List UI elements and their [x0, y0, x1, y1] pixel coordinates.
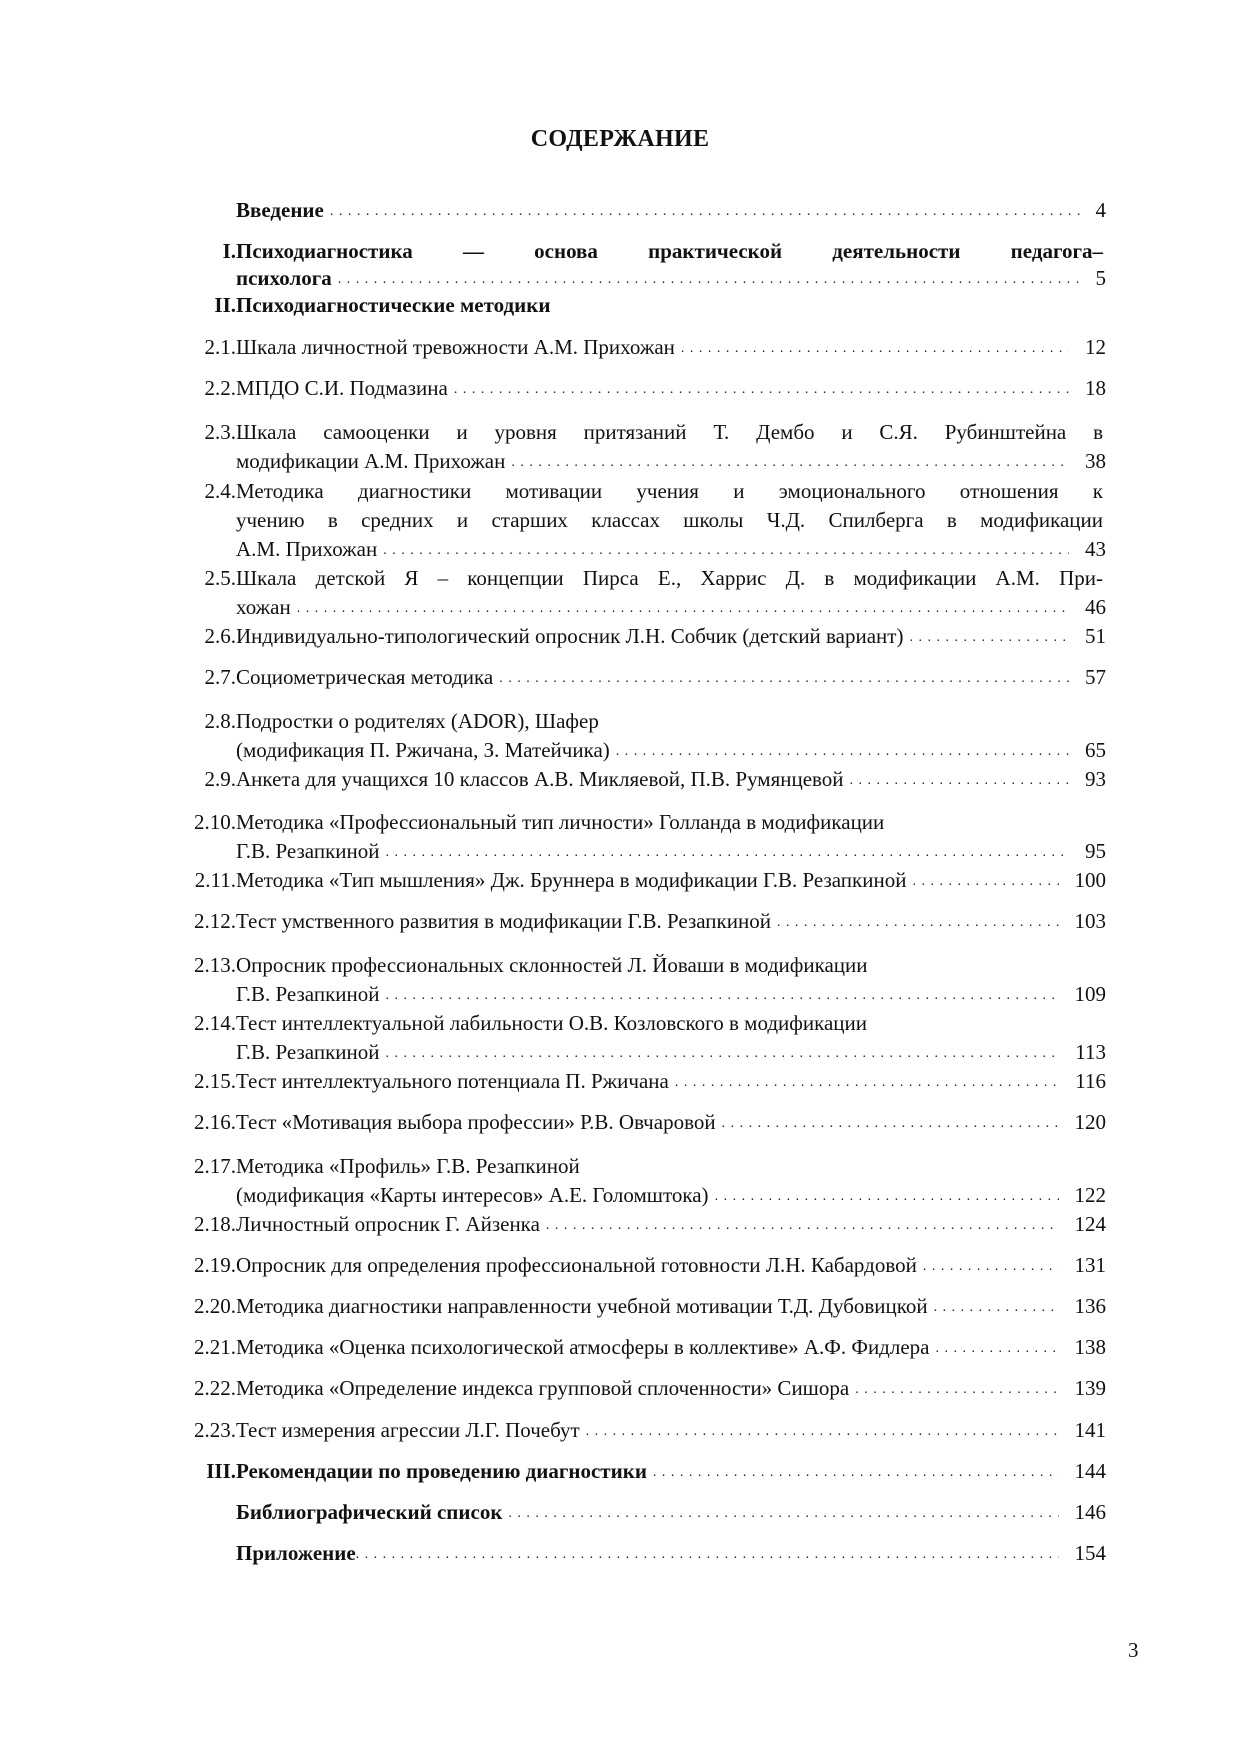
entry-number: 2.13. — [194, 953, 236, 977]
entry-number: 2.3. — [204, 420, 236, 444]
dot-leader — [647, 1457, 1059, 1486]
entry-number: 2.4. — [204, 479, 236, 503]
entry-number: 2.14. — [194, 1011, 236, 1035]
entry-number: 2.8. — [204, 709, 236, 733]
page-ref: 136 — [1074, 1294, 1106, 1318]
dot-leader — [930, 1333, 1059, 1362]
dot-leader — [377, 535, 1069, 564]
page-ref: 141 — [1074, 1418, 1106, 1442]
page-ref: 12 — [1085, 335, 1106, 359]
page-ref: 38 — [1085, 449, 1106, 473]
page-ref: 138 — [1074, 1335, 1106, 1359]
entry-number: 2.20. — [194, 1294, 236, 1318]
dot-leader — [540, 1210, 1059, 1239]
entry-number: 2.23. — [194, 1418, 236, 1442]
entry-text-line-1: Методика диагностики мотивации учения и эмоционального отношения к — [236, 479, 1103, 503]
entry-text: Методика диагностики направленности учебной мотивации Т.Д. Дубовицкой — [236, 1294, 928, 1318]
page-number: 3 — [1128, 1638, 1139, 1662]
page-ref: 113 — [1075, 1040, 1106, 1064]
entry-text-line-2: модификации А.М. Прихожан — [236, 449, 506, 473]
entry-number: 2.2. — [204, 376, 236, 400]
entry-text: Введение — [236, 198, 324, 222]
entry-text-line-1: Шкала самооценки и уровня притязаний Т. Дембо и С.Я. Рубинштейна в — [236, 420, 1103, 444]
dot-leader — [675, 333, 1069, 362]
entry-text: Шкала личностной тревожности А.М. Прихожан — [236, 335, 675, 359]
entry-text-line-2: (модификация П. Ржичана, З. Матейчика) — [236, 738, 610, 762]
dot-leader — [917, 1251, 1059, 1280]
page-ref: 139 — [1074, 1376, 1106, 1400]
page-ref: 46 — [1085, 595, 1106, 619]
page-ref: 18 — [1085, 376, 1106, 400]
dot-leader — [849, 1374, 1058, 1403]
page-ref: 43 — [1085, 537, 1106, 561]
page-ref: 144 — [1074, 1459, 1106, 1483]
dot-leader — [493, 663, 1069, 692]
dot-leader — [332, 264, 1080, 293]
page-ref: 100 — [1074, 868, 1106, 892]
page-ref: 93 — [1085, 767, 1106, 791]
entry-number: 2.6. — [204, 624, 236, 648]
page-title: СОДЕРЖАНИЕ — [530, 126, 710, 152]
entry-number: 2.11. — [194, 868, 236, 892]
entry-number: 2.12. — [194, 909, 236, 933]
entry-text: Тест умственного развития в модификации Г.В. Резапкиной — [236, 909, 771, 933]
entry-text-line-2: Г.В. Резапкиной — [236, 982, 380, 1006]
entry-text-line-1: Методика «Профессиональный тип личности» Голланда в модификации — [236, 810, 885, 834]
entry-text: Социометрическая методика — [236, 665, 494, 689]
dot-leader — [502, 1498, 1058, 1527]
page-ref: 146 — [1074, 1500, 1106, 1524]
entry-text: Рекомендации по проведению диагностики — [236, 1459, 647, 1483]
dot-leader — [291, 593, 1069, 622]
entry-number: 2.19. — [194, 1253, 236, 1277]
entry-number: III. — [206, 1459, 236, 1483]
page-ref: 120 — [1074, 1110, 1106, 1134]
dot-leader — [356, 1539, 1059, 1568]
dot-leader — [580, 1416, 1059, 1445]
entry-text-line-2: учению в средних и старших классах школы Ч.Д. Спилберга в модификации — [236, 508, 1103, 532]
entry-text-line-2: хожан — [236, 595, 291, 619]
entry-text: Тест «Мотивация выбора профессии» Р.В. Овчаровой — [236, 1110, 716, 1134]
entry-text-line-2: Г.В. Резапкиной — [236, 839, 380, 863]
entry-number: I. — [222, 239, 236, 263]
dot-leader — [771, 907, 1059, 936]
dot-leader — [610, 736, 1069, 765]
entry-text: Библиографический список — [236, 1500, 503, 1524]
entry-text: Приложение — [236, 1541, 356, 1565]
entry-text: Тест измерения агрессии Л.Г. Почебут — [236, 1418, 580, 1442]
page-ref: 95 — [1085, 839, 1106, 863]
page-ref: 109 — [1074, 982, 1106, 1006]
page-ref: 131 — [1074, 1253, 1106, 1277]
dot-leader — [903, 622, 1069, 651]
dot-leader — [709, 1181, 1059, 1210]
entry-text-line-1: Опросник профессиональных склонностей Л. Йоваши в модификации — [236, 953, 868, 977]
dot-leader — [669, 1067, 1059, 1096]
entry-number: 2.18. — [194, 1212, 236, 1236]
entry-text: Тест интеллектуального потенциала П. Ржичана — [236, 1069, 669, 1093]
page-ref: 124 — [1074, 1212, 1106, 1236]
entry-number: 2.22. — [194, 1376, 236, 1400]
entry-text-line-1: Психодиагностика — основа практической деятельности педагога– — [236, 239, 1103, 263]
page-ref: 103 — [1074, 909, 1106, 933]
entry-text-line-3: А.М. Прихожан — [236, 537, 378, 561]
entry-text-line-1: Тест интеллектуальной лабильности О.В. Козловского в модификации — [236, 1011, 868, 1035]
dot-leader — [844, 765, 1069, 794]
entry-text: Анкета для учащихся 10 классов А.В. Микляевой, П.В. Румянцевой — [236, 767, 844, 791]
entry-number: II. — [214, 293, 236, 317]
entry-number: 2.9. — [204, 767, 236, 791]
entry-text: Личностный опросник Г. Айзенка — [236, 1212, 540, 1236]
entry-number: 2.10. — [194, 810, 236, 834]
entry-number: 2.21. — [194, 1335, 236, 1359]
page-ref: 116 — [1075, 1069, 1106, 1093]
entry-number: 2.17. — [194, 1154, 236, 1178]
entry-text-line-1: Методика «Профиль» Г.В. Резапкиной — [236, 1154, 580, 1178]
entry-text: МПДО С.И. Подмазина — [236, 376, 448, 400]
entry-text-line-1: Шкала детской Я – концепции Пирса Е., Харрис Д. в модификации А.М. При- — [236, 566, 1103, 590]
entry-number: 2.5. — [204, 566, 236, 590]
entry-number: 2.15. — [194, 1069, 236, 1093]
entry-text: Методика «Оценка психологической атмосферы в коллективе» А.Ф. Фидлера — [236, 1335, 930, 1359]
entry-text-line-2: психолога — [236, 266, 332, 290]
entry-text: Опросник для определения профессиональной готовности Л.Н. Кабардовой — [236, 1253, 917, 1277]
entry-number: 2.16. — [194, 1110, 236, 1134]
dot-leader — [505, 447, 1069, 476]
dot-leader — [448, 374, 1069, 403]
entry-text: Индивидуально-типологический опросник Л.Н. Собчик (детский вариант) — [236, 624, 904, 648]
dot-leader — [380, 1038, 1060, 1067]
dot-leader — [928, 1292, 1059, 1321]
dot-leader — [380, 837, 1069, 866]
entry-text-line-2: Г.В. Резапкиной — [236, 1040, 380, 1064]
dot-leader — [380, 980, 1059, 1009]
entry-text: Психодиагностические методики — [236, 293, 551, 317]
entry-text-line-1: Подростки о родителях (ADOR), Шафер — [236, 709, 599, 733]
dot-leader — [906, 866, 1058, 895]
page-ref: 65 — [1085, 738, 1106, 762]
page-ref: 51 — [1085, 624, 1106, 648]
page-ref: 122 — [1074, 1183, 1106, 1207]
page-ref: 57 — [1085, 665, 1106, 689]
page-ref: 5 — [1095, 266, 1106, 290]
entry-text-line-2: (модификация «Карты интересов» А.Е. Голомштока) — [236, 1183, 709, 1207]
entry-number: 2.1. — [204, 335, 236, 359]
page-ref: 4 — [1095, 198, 1106, 222]
dot-leader — [716, 1108, 1059, 1137]
entry-text: Методика «Определение индекса групповой сплоченности» Сишора — [236, 1376, 850, 1400]
dot-leader — [324, 196, 1080, 225]
page-ref: 154 — [1074, 1541, 1106, 1565]
entry-text: Методика «Тип мышления» Дж. Бруннера в модификации Г.В. Резапкиной — [236, 868, 907, 892]
entry-number: 2.7. — [204, 665, 236, 689]
